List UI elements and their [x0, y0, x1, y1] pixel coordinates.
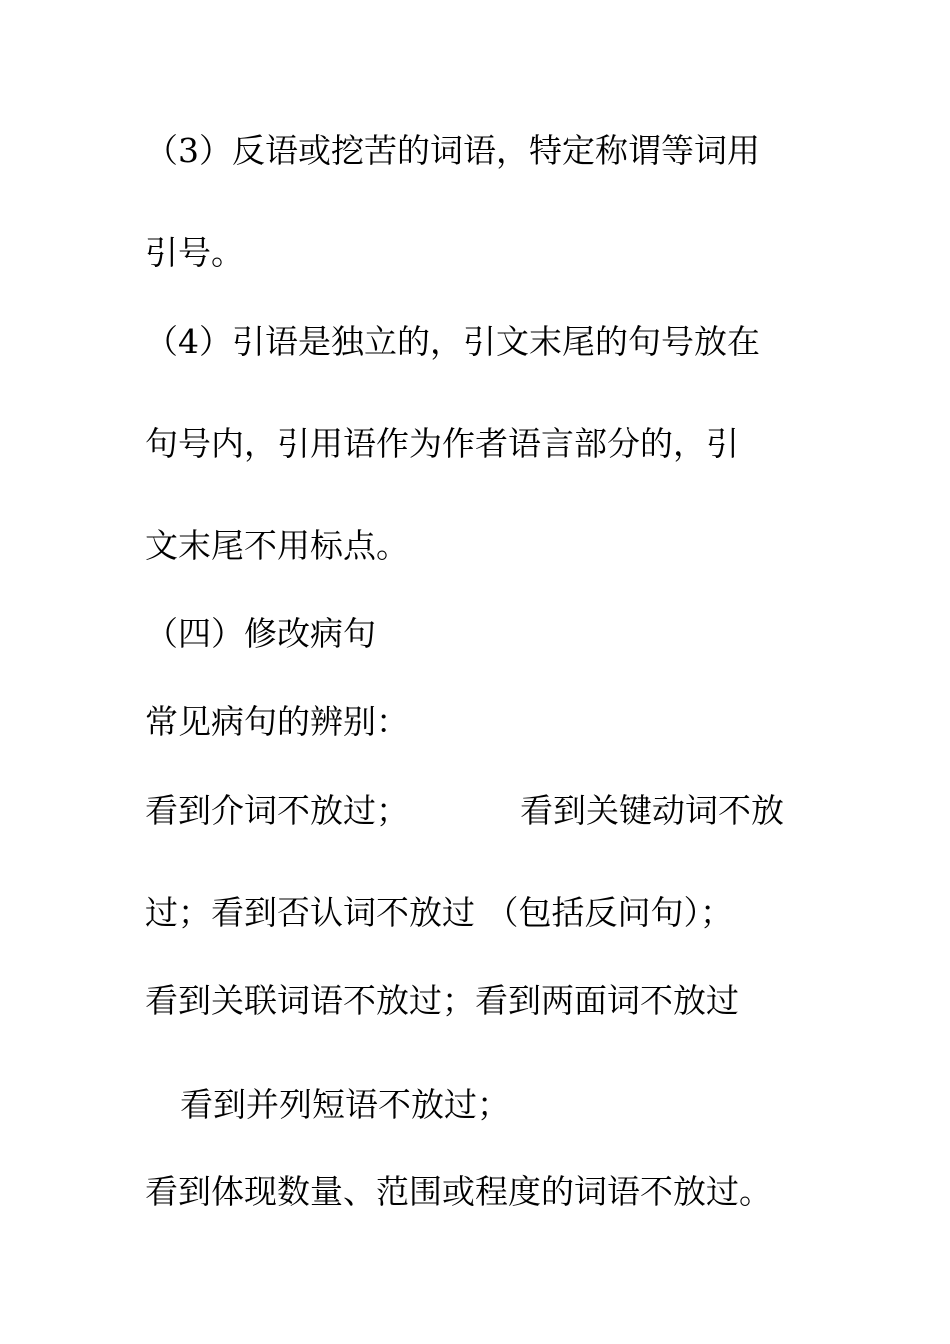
section-heading-fix-sentences: （四）修改病句 [145, 614, 376, 653]
text-line-tips-4: 看到并列短语不放过； [180, 1085, 510, 1124]
text-line-tips-3: 看到关联词语不放过；看到两面词不放过 [145, 981, 739, 1020]
text-line-quote-rule-4-cont: 句号内，引用语作为作者语言部分的，引 [145, 424, 739, 463]
text-line-quote-rule-3: （3）反语或挖苦的词语，特定称谓等词用 [145, 131, 760, 170]
text-line-tips-5: 看到体现数量、范围或程度的词语不放过。 [145, 1172, 772, 1211]
text-line-tips-1 [145, 791, 784, 831]
text-line-quote-rule-4-end: 文末尾不用标点。 [145, 526, 409, 565]
tip-key-verbs: 看到关键动词不放 [520, 791, 784, 830]
text-line-quote-rule-3-cont: 引号。 [145, 233, 244, 272]
text-line-tips-2: 过；看到否认词不放过 （包括反问句）； [145, 893, 733, 932]
text-line-quote-rule-4: （4）引语是独立的，引文末尾的句号放在 [145, 322, 760, 361]
tip-prepositions: 看到介词不放过； [145, 791, 409, 830]
subheading-common-errors: 常见病句的辨别： [145, 702, 409, 741]
